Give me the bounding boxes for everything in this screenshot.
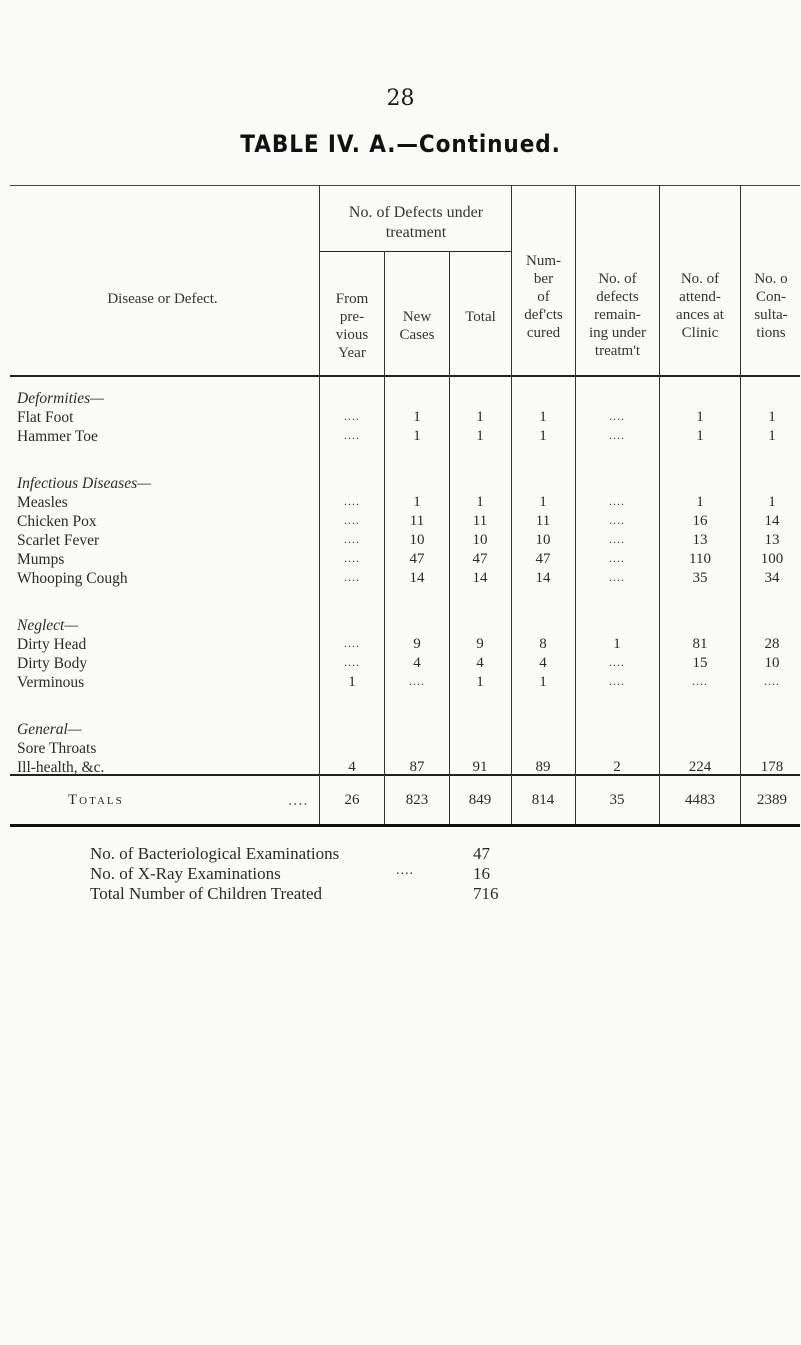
cell-cured: 8 xyxy=(539,636,547,652)
cell-remaining: .... xyxy=(609,570,625,584)
header-line: ing under xyxy=(588,325,647,341)
header-line: Num- xyxy=(526,253,561,269)
header-line: From xyxy=(335,291,369,307)
cell-from-prev: .... xyxy=(344,532,360,546)
header-line: sulta- xyxy=(754,307,788,323)
footer-value: 716 xyxy=(473,884,499,903)
row-label: Dirty Head xyxy=(17,636,87,653)
cell-remaining: .... xyxy=(609,494,625,508)
cell-cured: 1 xyxy=(539,674,547,690)
cell-total: 14 xyxy=(472,570,488,586)
cell-attend: 15 xyxy=(692,655,708,671)
header-line: No. of xyxy=(598,271,637,287)
cell-from-prev: 4 xyxy=(348,759,356,775)
header-bottom-rule xyxy=(10,375,800,377)
header-disease: Disease or Defect. xyxy=(107,291,218,307)
header-line: defects xyxy=(596,289,639,305)
section-heading: Infectious Diseases— xyxy=(17,475,151,492)
cell-new: 1 xyxy=(413,428,421,444)
row-label: Sore Throats xyxy=(17,740,97,757)
header-from-previous xyxy=(320,290,384,362)
page-number: 28 xyxy=(386,86,415,111)
cell-total: 1 xyxy=(476,494,484,510)
cell-remaining: .... xyxy=(609,409,625,423)
cell-remaining: 35 xyxy=(609,792,625,808)
row-label: Scarlet Fever xyxy=(17,532,100,549)
cell-consult: 10 xyxy=(764,655,780,671)
row-label: Dirty Body xyxy=(17,655,88,672)
cell-remaining: .... xyxy=(609,551,625,565)
cell-attend: 35 xyxy=(692,570,708,586)
header-line: remain- xyxy=(594,307,641,323)
totals-dots: .... xyxy=(288,794,309,809)
cell-remaining: .... xyxy=(609,428,625,442)
cell-consult: 178 xyxy=(760,759,784,775)
header-line: No. of xyxy=(680,271,720,287)
header-line: treatm't xyxy=(594,343,641,359)
cell-attend: 1 xyxy=(696,494,704,510)
header-new-cases xyxy=(385,308,449,344)
cell-new: 823 xyxy=(405,792,429,808)
cell-new: 87 xyxy=(409,759,425,775)
cell-new: .... xyxy=(409,674,425,688)
cell-total: 11 xyxy=(472,513,488,529)
cell-total: 849 xyxy=(468,792,492,808)
cell-from-prev: .... xyxy=(344,636,360,650)
row-label: Ill-health, &c. xyxy=(17,759,105,776)
cell-from-prev: .... xyxy=(344,551,360,565)
cell-remaining: .... xyxy=(609,532,625,546)
table-title: TABLE IV. A.—Continued. xyxy=(240,130,561,158)
table-top-rule xyxy=(10,185,800,186)
header-line: No. o xyxy=(754,271,788,287)
cell-consult: 13 xyxy=(764,532,780,548)
cell-attend: 224 xyxy=(688,759,712,775)
cell-attend: 1 xyxy=(696,409,704,425)
row-label: Flat Foot xyxy=(17,409,74,426)
cell-consult: 34 xyxy=(764,570,780,586)
header-line: Con- xyxy=(756,289,786,305)
row-label: Hammer Toe xyxy=(17,428,98,445)
header-cured xyxy=(512,252,575,342)
header-line: ber xyxy=(533,271,554,287)
cell-new: 14 xyxy=(409,570,425,586)
footer-dots: .... xyxy=(396,863,414,878)
cell-total: 91 xyxy=(472,759,488,775)
footer-label: No. of X-Ray Examinations xyxy=(90,864,281,883)
cell-consult: 1 xyxy=(768,494,776,510)
header-line: tions xyxy=(756,325,786,341)
cell-total: 9 xyxy=(476,636,484,652)
cell-attend: 1 xyxy=(696,428,704,444)
header-attendances xyxy=(660,270,740,342)
cell-new: 4 xyxy=(413,655,421,671)
header-consultations xyxy=(741,270,801,342)
column-divider xyxy=(319,185,320,824)
totals-label: Totals xyxy=(68,792,124,808)
header-line: cured xyxy=(526,325,561,341)
cell-from-prev: .... xyxy=(344,655,360,669)
cell-remaining: .... xyxy=(609,513,625,527)
cell-attend: 110 xyxy=(689,551,711,567)
header-group: No. of Defects under treatment xyxy=(348,204,484,241)
row-label: Mumps xyxy=(17,551,65,568)
cell-from-prev: .... xyxy=(344,570,360,584)
cell-attend: .... xyxy=(692,674,708,688)
cell-from-prev: .... xyxy=(344,428,360,442)
cell-cured: 1 xyxy=(539,494,547,510)
cell-total: 1 xyxy=(476,428,484,444)
totals-bottom-rule xyxy=(10,824,800,827)
cell-total: 10 xyxy=(472,532,488,548)
section-heading: General— xyxy=(17,721,82,738)
cell-attend: 81 xyxy=(692,636,708,652)
cell-new: 11 xyxy=(409,513,425,529)
cell-cured: 1 xyxy=(539,409,547,425)
cell-consult: 100 xyxy=(760,551,784,567)
cell-attend: 13 xyxy=(692,532,708,548)
cell-consult: 1 xyxy=(768,428,776,444)
cell-cured: 11 xyxy=(535,513,551,529)
header-line: Cases xyxy=(399,327,435,343)
cell-remaining: 2 xyxy=(613,759,621,775)
cell-cured: 4 xyxy=(539,655,547,671)
cell-attend: 16 xyxy=(692,513,708,529)
header-line: vious xyxy=(335,327,369,343)
header-line: def'cts xyxy=(524,307,563,323)
header-line: Year xyxy=(338,345,366,361)
row-label: Chicken Pox xyxy=(17,513,97,530)
cell-cured: 1 xyxy=(539,428,547,444)
row-label: Verminous xyxy=(17,674,85,691)
header-line: attend- xyxy=(679,289,721,305)
row-label: Whooping Cough xyxy=(17,570,128,587)
cell-total: 4 xyxy=(476,655,484,671)
cell-consult: 14 xyxy=(764,513,780,529)
cell-remaining: .... xyxy=(609,655,625,669)
cell-consult: 28 xyxy=(764,636,780,652)
cell-remaining: 1 xyxy=(613,636,621,652)
cell-consult: 2389 xyxy=(757,792,787,808)
footer-label: Total Number of Children Treated xyxy=(90,884,323,903)
cell-new: 9 xyxy=(413,636,421,652)
cell-from-prev: .... xyxy=(344,409,360,423)
section-heading: Neglect— xyxy=(17,617,79,634)
cell-cured: 14 xyxy=(535,570,551,586)
group-header-rule xyxy=(319,251,511,252)
cell-from-prev: 1 xyxy=(348,674,356,690)
cell-consult: 1 xyxy=(768,409,776,425)
cell-new: 1 xyxy=(413,409,421,425)
row-label: Measles xyxy=(17,494,68,511)
cell-cured: 814 xyxy=(531,792,555,808)
cell-total: 1 xyxy=(476,409,484,425)
cell-from-prev: .... xyxy=(344,513,360,527)
cell-new: 10 xyxy=(409,532,425,548)
cell-remaining: .... xyxy=(609,674,625,688)
cell-total: 47 xyxy=(472,551,488,567)
cell-cured: 47 xyxy=(535,551,551,567)
cell-from-prev: 26 xyxy=(344,792,360,808)
cell-cured: 10 xyxy=(535,532,551,548)
footer-value: 47 xyxy=(473,844,490,863)
cell-new: 1 xyxy=(413,494,421,510)
header-line: Clinic xyxy=(681,325,719,341)
section-heading: Deformities— xyxy=(17,390,104,407)
cell-consult: .... xyxy=(764,674,780,688)
cell-cured: 89 xyxy=(535,759,551,775)
footer-label: No. of Bacteriological Examinations xyxy=(90,844,340,863)
header-line: New xyxy=(402,309,432,325)
cell-attend: 4483 xyxy=(685,792,715,808)
header-total: Total xyxy=(465,309,496,325)
header-line: of xyxy=(537,289,550,305)
header-remaining xyxy=(576,270,659,360)
cell-new: 47 xyxy=(409,551,425,567)
header-line: ances at xyxy=(676,307,724,323)
header-line: pre- xyxy=(339,309,365,325)
cell-total: 1 xyxy=(476,674,484,690)
footer-value: 16 xyxy=(473,864,490,883)
cell-from-prev: .... xyxy=(344,494,360,508)
